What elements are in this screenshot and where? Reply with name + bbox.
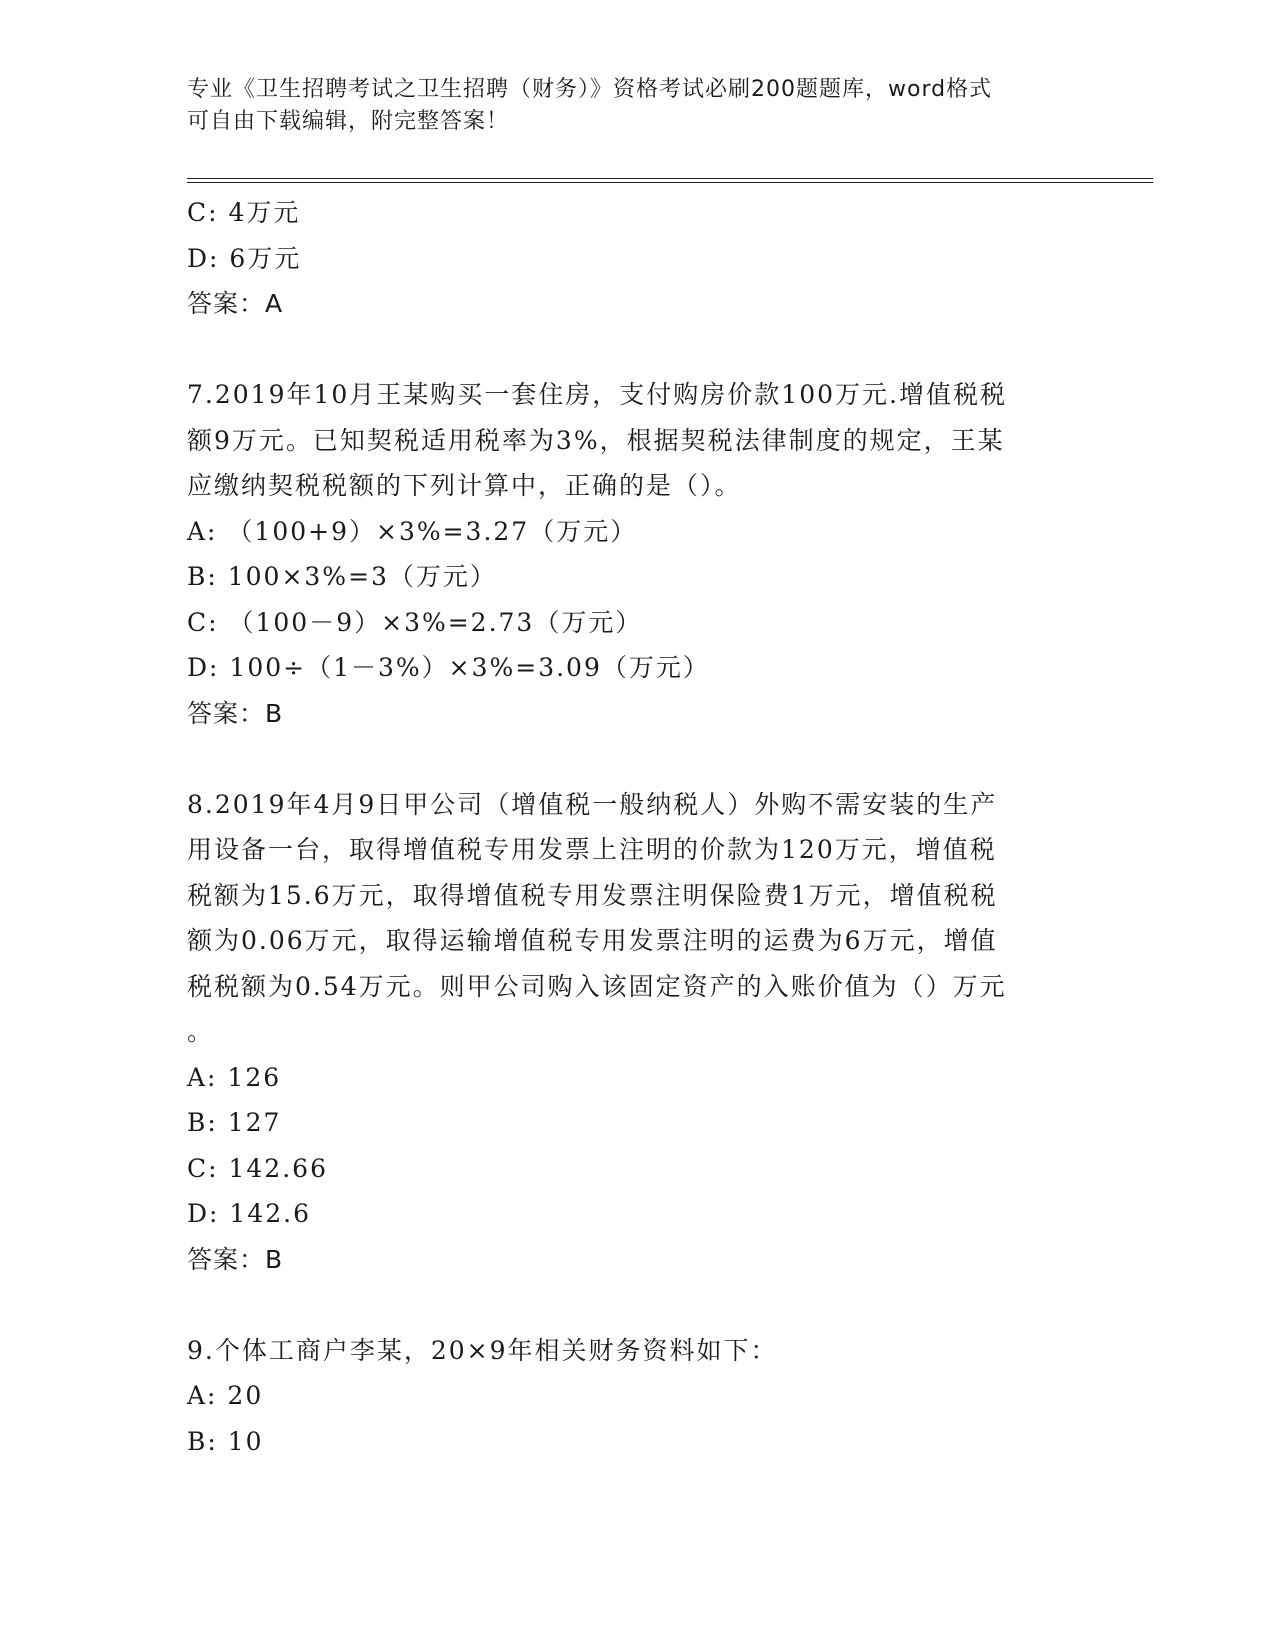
option-a: A: 126 [187,1062,282,1092]
header-title-line-2: 可自由下载编辑，附完整答案！ [187,109,510,134]
question-6-tail [187,190,1087,327]
option-c: C: 142.66 [187,1153,328,1183]
spacer [187,736,1087,782]
option-d: D: 142.6 [187,1199,311,1228]
question-stem-line: 应缴纳契税税额的下列计算中，正确的是（）。 [187,471,742,500]
document-header [187,74,1067,138]
option-b: B: 127 [187,1108,282,1137]
option-d: D: 6万元 [187,243,302,273]
option-b: B: 10 [187,1426,264,1456]
option-a: A: （100+9）×3%=3.27（万元） [187,516,638,546]
question-stem-line: 。 [187,1017,215,1046]
answer-line: 答案：A [187,289,284,318]
option-c: C: 4万元 [187,198,301,227]
question-stem-line: 7.2019年10月王某购买一套住房，支付购房价款100万元.增值税税 [187,380,1007,409]
question-8 [187,782,1087,1283]
option-d: D: 100÷（1－3%）×3%=3.09（万元） [187,653,710,682]
question-stem-line: 税税额为0.54万元。则甲公司购入该固定资产的入账价值为（）万元 [187,971,1007,1001]
question-9 [187,1328,1087,1465]
question-content [187,190,1087,1464]
answer-line: 答案：B [187,698,284,728]
question-stem-line: 用设备一台，取得增值税专用发票上注明的价款为120万元，增值税 [187,835,997,864]
spacer [187,327,1087,373]
option-b: B: 100×3%=3（万元） [187,562,497,591]
header-title-line-1: 专业《卫生招聘考试之卫生招聘（财务）》资格考试必刷200题题库，word格式 [187,77,993,102]
answer-line: 答案：B [187,1244,284,1274]
question-stem-line: 税额为15.6万元，取得增值税专用发票注明保险费1万元，增值税税 [187,880,998,910]
option-c: C: （100－9）×3%=2.73（万元） [187,607,643,637]
question-7 [187,372,1087,736]
question-stem-line: 9.个体工商户李某，20×9年相关财务资料如下： [187,1335,778,1365]
option-a: A: 20 [187,1381,264,1410]
header-divider-bottom [187,182,1153,183]
spacer [187,1282,1087,1328]
question-stem-line: 额9万元。已知契税适用税率为3%，根据契税法律制度的规定，王某 [187,425,1005,455]
question-stem-line: 8.2019年4月9日甲公司（增值税一般纳税人）外购不需安装的生产 [187,789,998,819]
question-stem-line: 额为0.06万元，取得运输增值税专用发票注明的运费为6万元，增值 [187,926,998,955]
header-divider-top [187,178,1153,179]
